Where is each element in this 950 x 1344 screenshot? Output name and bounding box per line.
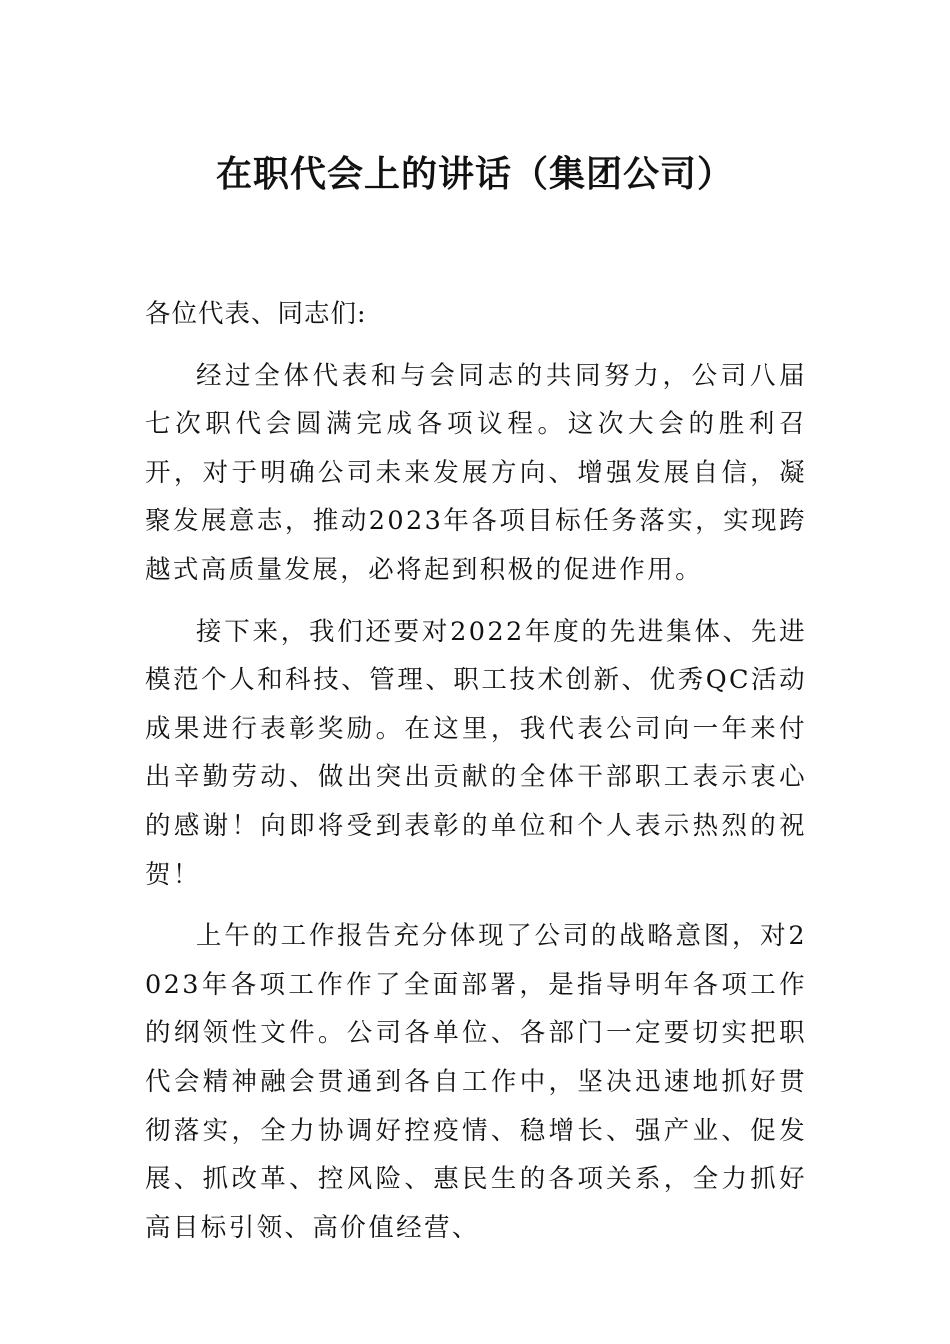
document-body [145,290,807,1265]
salutation: 各位代表、同志们: [145,299,367,329]
paragraph-2: 接下来，我们还要对2022年度的先进集体、先进模范个人和科技、管理、职工技术创新、优秀QC活动成果进行表彰奖励。在这里，我代表公司向一年来付出辛勤劳动、做出突出贡献的全体干部职工表示衷心的感谢！向即将受到表彰的单位和个人表示热烈的祝贺！ [145,616,807,890]
document-title: 在职代会上的讲话（集团公司） [215,154,734,195]
paragraph-3: 上午的工作报告充分体现了公司的战略意图，对2023年各项工作作了全面部署，是指导明年各项工作的纲领性文件。公司各单位、各部门一定要切实把职代会精神融会贯通到各自工作中，坚决迅速地抓好贯彻落实，全力协调好控疫情、稳增长、强产业、促发展、抓改革、控风险、惠民生的各项关系，全力抓好高目标引领、高价值经营、 [145,921,807,1243]
paragraph-1: 经过全体代表和与会同志的共同努力，公司八届七次职代会圆满完成各项议程。这次大会的胜利召开，对于明确公司未来发展方向、增强发展自信，凝聚发展意志，推动2023年各项目标任务落实，实现跨越式高质量发展，必将起到积极的促进作用。 [145,360,807,585]
